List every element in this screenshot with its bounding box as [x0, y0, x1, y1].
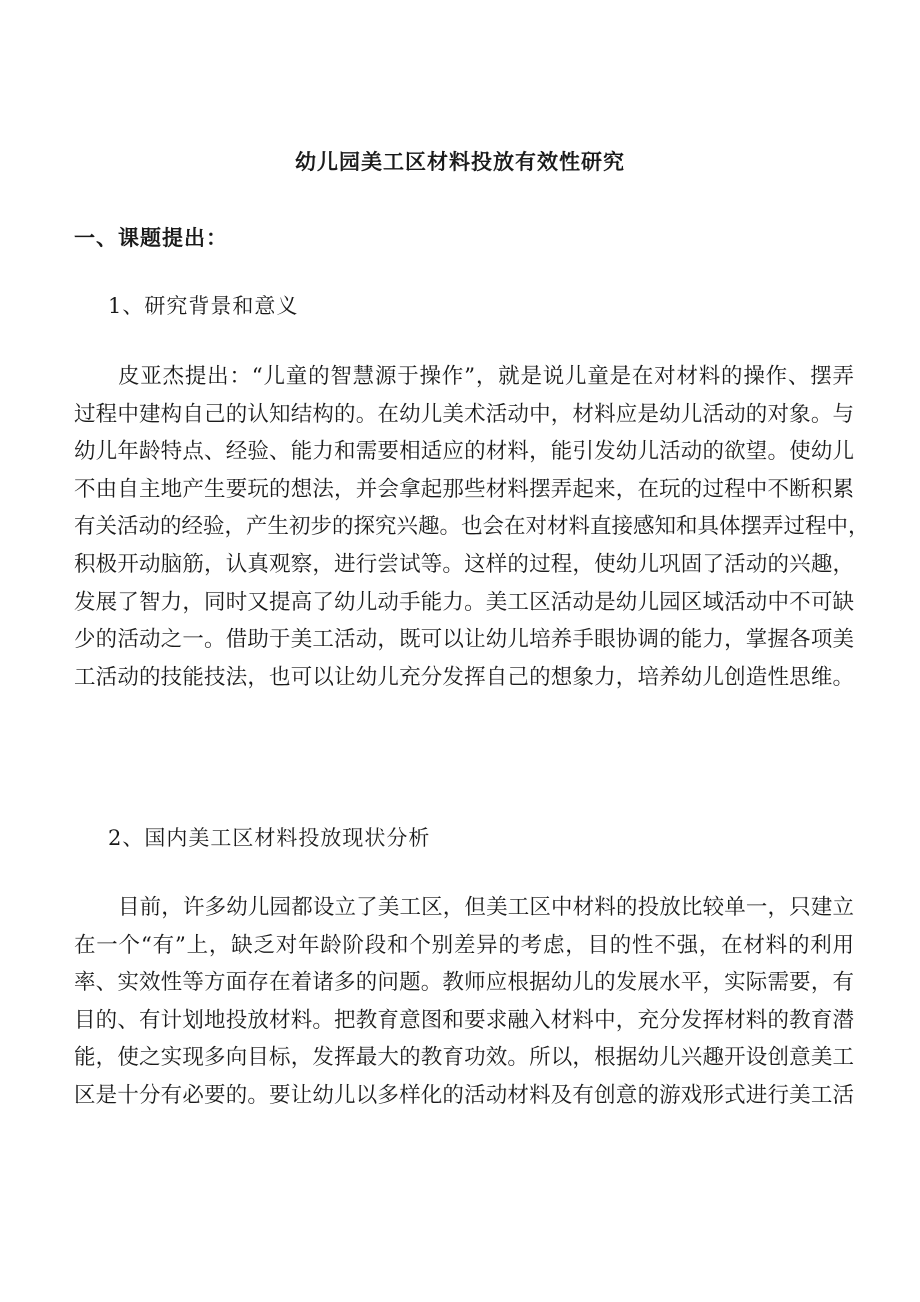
paragraph-line: 少的活动之一。借助于美工活动，既可以让幼儿培养手眼协调的能力，掌握各项美 — [74, 627, 854, 653]
paragraph-line: 不由自主地产生要玩的想法，并会拿起那些材料摆弄起来，在玩的过程中不断积累 — [74, 476, 854, 502]
paragraph-line: 目前，许多幼儿园都设立了美工区，但美工区中材料的投放比较单一，只建立 — [118, 895, 854, 920]
paragraph-line: 有关活动的经验，产生初步的探究兴趣。也会在对材料直接感知和具体摆弄过程中， — [74, 514, 870, 540]
paragraph-line: 发展了智力，同时又提高了幼儿动手能力。美工区活动是幼儿园区域活动中不可缺 — [74, 589, 854, 615]
document-title: 幼儿园美工区材料投放有效性研究 — [295, 150, 625, 174]
paragraph-line: 过程中建构自己的认知结构的。在幼儿美术活动中，材料应是幼儿活动的对象。与 — [74, 401, 854, 427]
paragraph-line: 积极开动脑筋，认真观察，进行尝试等。这样的过程，使幼儿巩固了活动的兴趣， — [74, 551, 854, 577]
paragraph-line: 区是十分有必要的。要让幼儿以多样化的活动材料及有创意的游戏形式进行美工活 — [74, 1082, 854, 1108]
paragraph-background — [74, 358, 870, 696]
subsection-heading-status-analysis: 2、国内美工区材料投放现状分析 — [108, 826, 431, 850]
paragraph-line: 能，使之实现多向目标，发挥最大的教育功效。所以，根据幼儿兴趣开设创意美工 — [74, 1045, 854, 1071]
paragraph-line: 皮亚杰提出：“儿童的智慧源于操作”，就是说儿童是在对材料的操作、摆弄 — [118, 364, 854, 389]
section-heading-topic-proposal: 一、课题提出： — [74, 226, 228, 250]
paragraph-line: 率、实效性等方面存在着诸多的问题。教师应根据幼儿的发展水平，实际需要，有 — [74, 970, 854, 996]
paragraph-line: 幼儿年龄特点、经验、能力和需要相适应的材料，能引发幼儿活动的欲望。使幼儿 — [74, 439, 854, 465]
paragraph-status-analysis — [74, 889, 854, 1115]
paragraph-line: 在一个“有”上，缺乏对年龄阶段和个别差异的考虑，目的性不强，在材料的利用 — [74, 932, 854, 958]
subsection-heading-background: 1、研究背景和意义 — [108, 294, 299, 318]
paragraph-line: 目的、有计划地投放材料。把教育意图和要求融入材料中，充分发挥材料的教育潜 — [74, 1007, 854, 1033]
paragraph-line: 工活动的技能技法，也可以让幼儿充分发挥自己的想象力，培养幼儿创造性思维。 — [74, 664, 854, 690]
